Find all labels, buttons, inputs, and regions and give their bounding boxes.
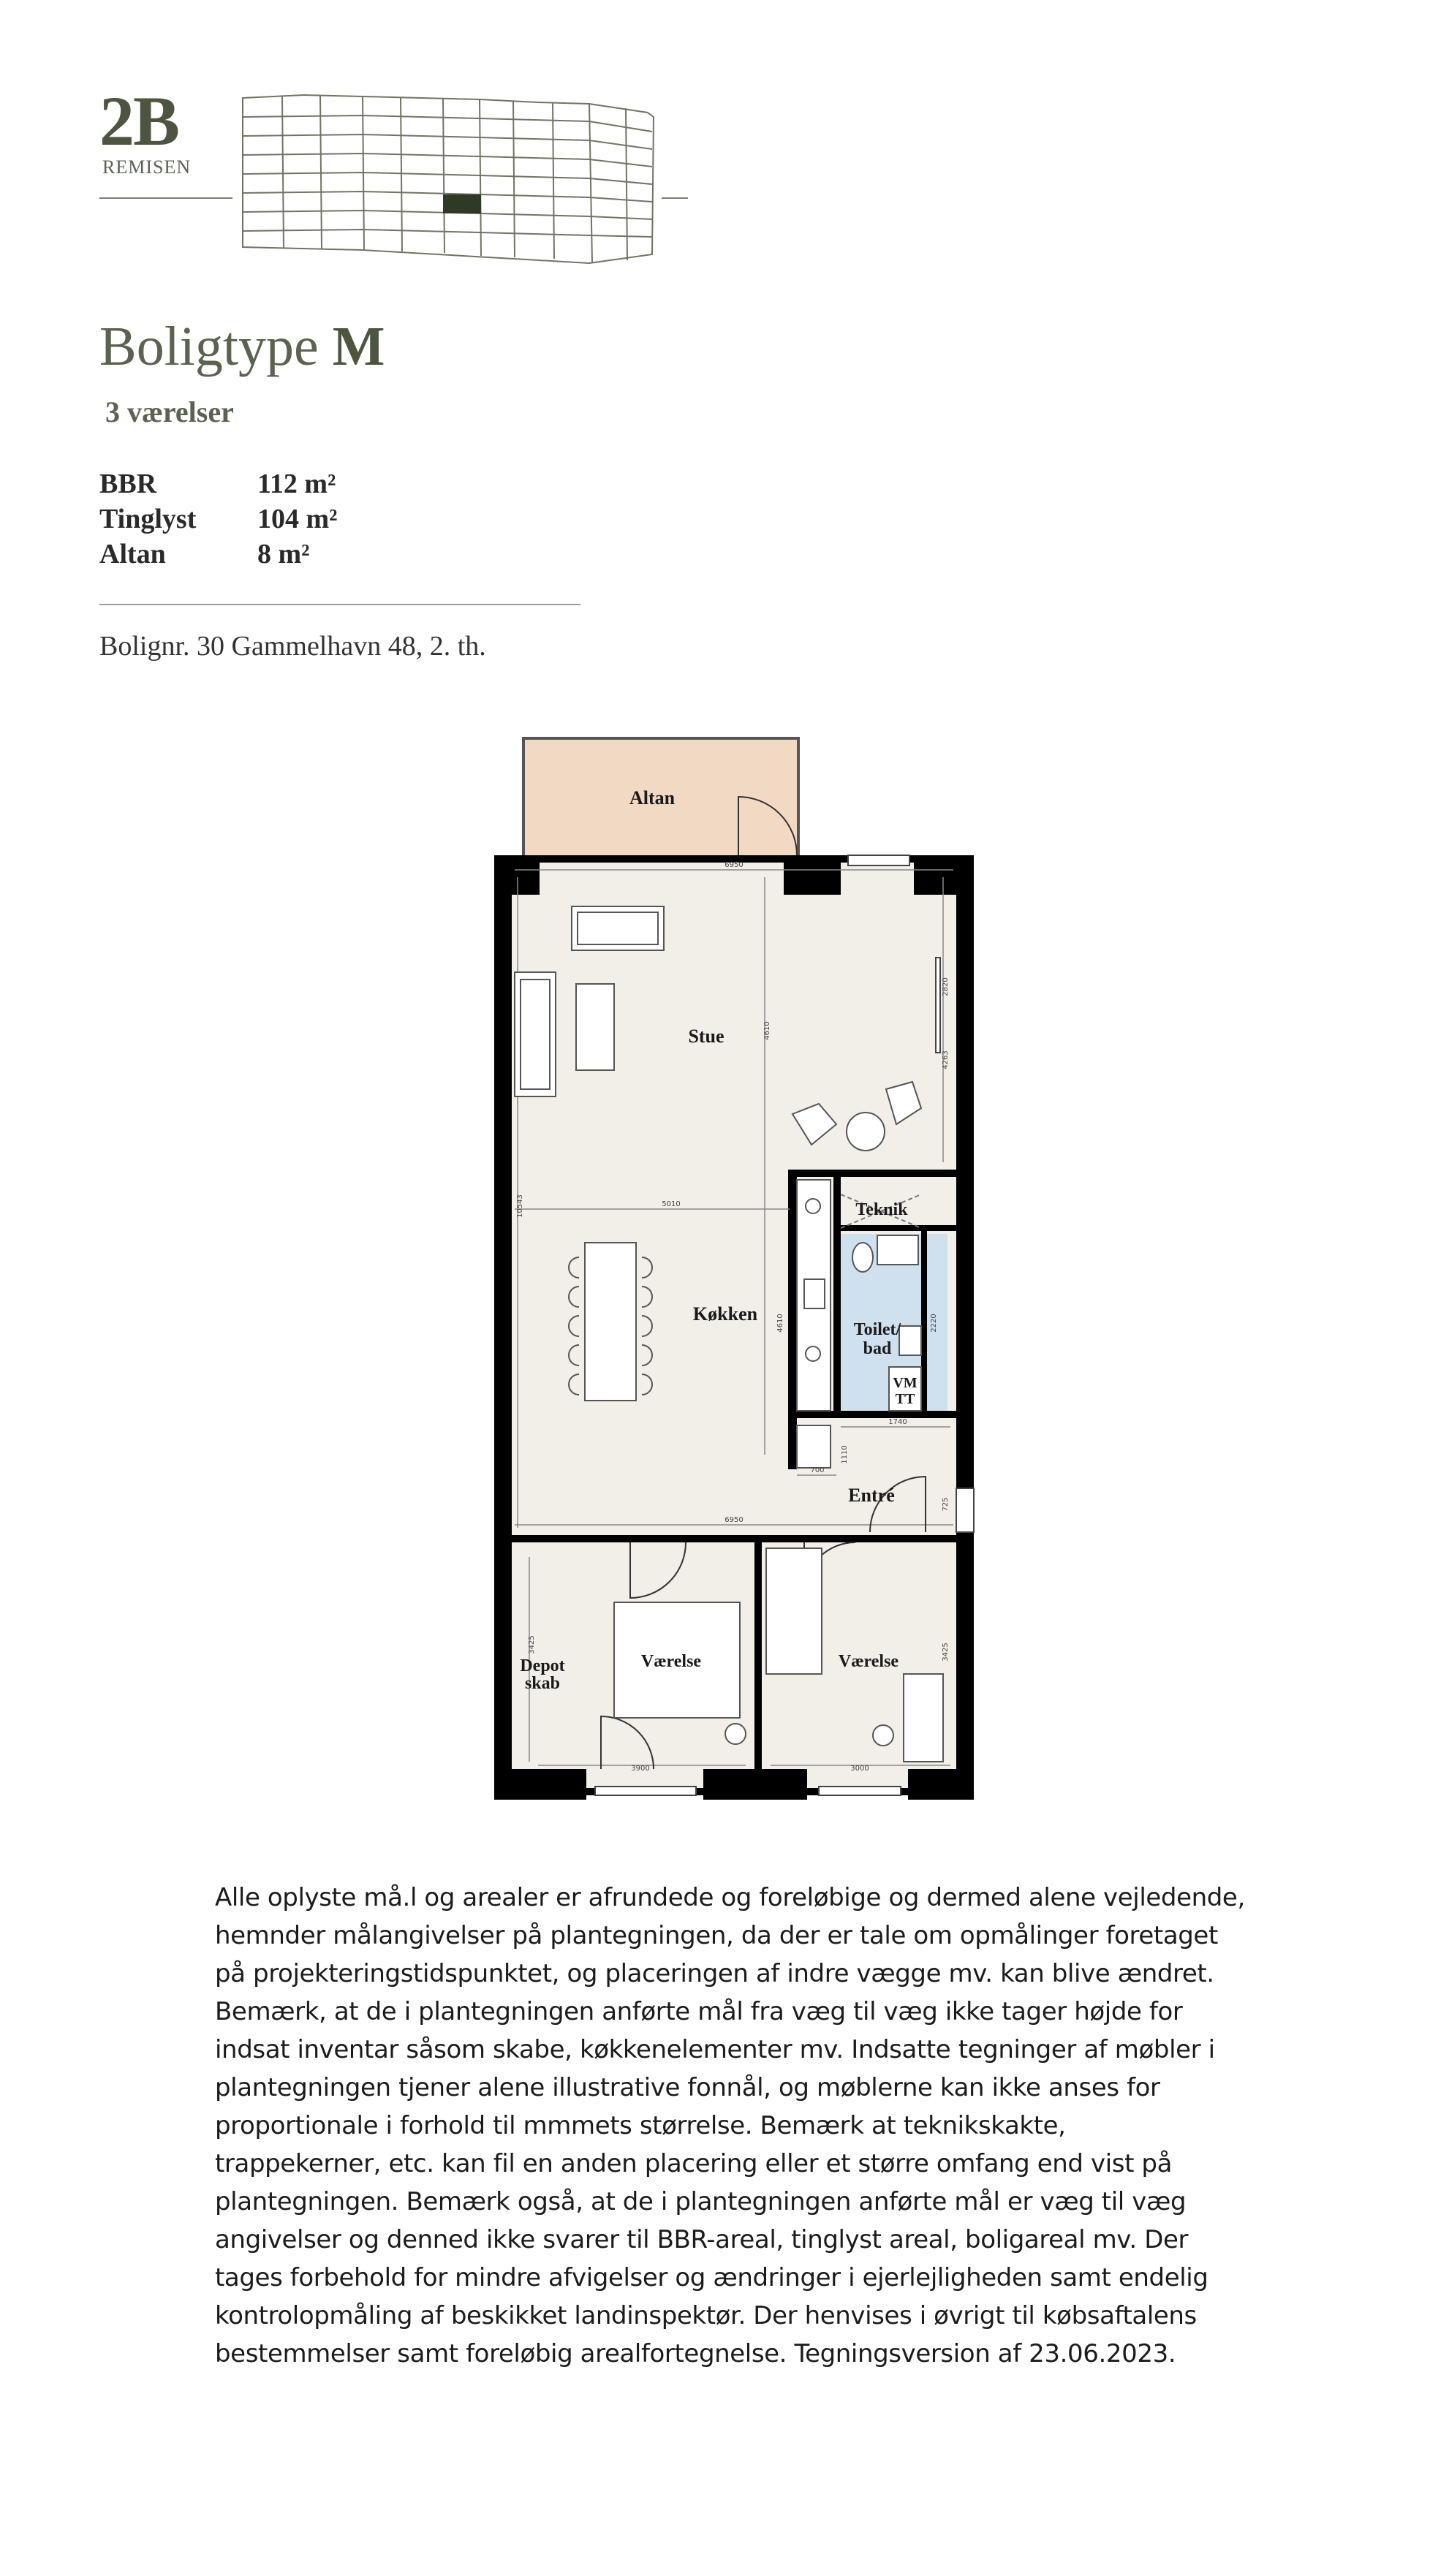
dim-entre-width: 700 [810, 1466, 825, 1474]
room-label-depot-2: skab [524, 1674, 561, 1693]
disclaimer-line: plantegningen. Bemærk også, at de i plantegningen anførte mål er væg til væg [215, 2187, 1187, 2216]
disclaimer-line: tages forbehold for mindre afvigelser og ændringer i ejerlejligheden samt endelig [215, 2263, 1208, 2292]
desk [904, 1674, 943, 1762]
room-count: 3 værelser [105, 395, 234, 428]
room-label-depot-1: Depot [520, 1656, 565, 1675]
area-row-bbr [99, 468, 336, 500]
brand-code: 2B [99, 82, 179, 160]
disclaimer-line: kontrolopmåling af beskikket landinspektør. Der henvises i øvrigt til købsaftalens [215, 2301, 1197, 2330]
unit-address: Bolignr. 30 Gammelhavn 48, 2. th. [99, 631, 486, 662]
dim-entre-side: 725 [942, 1497, 950, 1512]
disclaimer-line: plantegningen tjener alene illustrative fonnål, og møblerne kan ikke anses for [215, 2073, 1160, 2102]
room-label-entre: Entré [848, 1485, 895, 1506]
unit-location-marker [443, 194, 481, 213]
dining-table [585, 1243, 636, 1401]
round-table [847, 1113, 885, 1151]
room-label-toilet-1: Toilet/ [853, 1320, 901, 1339]
brand-subtitle: REMISEN [102, 156, 192, 178]
dim-entre-small: 1110 [841, 1445, 849, 1464]
dim-top-width: 6950 [724, 861, 744, 869]
unit-type-prefix: Boligtype [99, 316, 319, 377]
dim-total-height: 10543 [516, 1194, 524, 1218]
bed-2 [766, 1548, 822, 1674]
dim-right-top: 2820 [942, 977, 950, 996]
brand-divider-left [99, 197, 232, 199]
info-divider [99, 604, 580, 605]
brand-divider-right [662, 197, 688, 199]
room-label-teknik: Teknik [855, 1200, 908, 1219]
disclaimer-line: trappekerner, etc. kan fil en anden placering eller et større omfang end vist på [215, 2149, 1173, 2178]
area-row-tinglyst [99, 503, 338, 535]
area-label: BBR [99, 469, 157, 499]
coffee-table [576, 984, 614, 1070]
area-value: 112 m² [257, 469, 336, 499]
area-row-altan [99, 538, 310, 570]
dim-right-mid: 4263 [942, 1050, 950, 1069]
dim-bottom-width: 6950 [724, 1516, 744, 1524]
room-label-vaerelse-2: Værelse [838, 1652, 899, 1671]
disclaimer-text [215, 1879, 1253, 2373]
room-label-kokken: Køkken [692, 1303, 758, 1325]
area-value: 104 m² [257, 504, 338, 534]
building-location-icon [238, 88, 662, 270]
dim-depot-height: 3425 [528, 1635, 536, 1654]
disclaimer-line: indsat inventar såsom skabe, køkkenelementer mv. Indsatte tegninger af møbler i [215, 2035, 1215, 2064]
disclaimer-line: på projekteringstidspunktet, og placeringen af indre vægge mv. kan blive ændret. [215, 1959, 1214, 1988]
unit-type-letter: M [332, 316, 385, 377]
room-label-tt: TT [895, 1391, 915, 1407]
room-label-toilet-2: bad [863, 1339, 892, 1358]
room-label-stue: Stue [688, 1026, 724, 1047]
floor-plan [483, 724, 980, 1820]
disclaimer-line: bestemmelser samt foreløbig arealfortegnelse. Tegningsversion af 23.06.2023. [215, 2339, 1176, 2368]
room-label-altan: Altan [629, 787, 676, 808]
dim-stue-height: 4610 [763, 1021, 771, 1040]
disclaimer-line: hemnder målangivelser på plantegningen, da der er tale om opmålinger foretaget [215, 1921, 1218, 1950]
disclaimer-line: angivelser og denned ikke svarer til BBR-areal, tinglyst areal, boligareal mv. Der [215, 2225, 1189, 2254]
dim-room1-width: 3900 [631, 1765, 650, 1773]
dim-kitchen-width: 5010 [662, 1200, 681, 1208]
unit-type-title [99, 316, 385, 377]
disclaimer-line: Alle oplyste må.l og arealer er afrundede og foreløbige og dermed alene vejledende, [215, 1883, 1245, 1912]
disclaimer-line: proportionale i forhold til mmmets størrelse. Bemærk at teknikskakte, [215, 2111, 1066, 2140]
dim-kitchen-height: 4610 [776, 1314, 784, 1333]
room-label-vaerelse-1: Værelse [640, 1652, 702, 1671]
dim-bath-height: 2220 [930, 1314, 938, 1333]
dim-room2-height: 3425 [942, 1643, 950, 1662]
area-label: Altan [99, 539, 166, 569]
room-label-vm: VM [893, 1375, 918, 1391]
area-label: Tinglyst [99, 504, 197, 534]
dim-room2-width: 3000 [850, 1765, 869, 1773]
disclaimer-line: Bemærk, at de i plantegningen anførte mål fra væg til væg ikke tager højde for [215, 1997, 1183, 2026]
area-value: 8 m² [257, 539, 310, 569]
dim-bath-width: 1740 [888, 1418, 907, 1426]
